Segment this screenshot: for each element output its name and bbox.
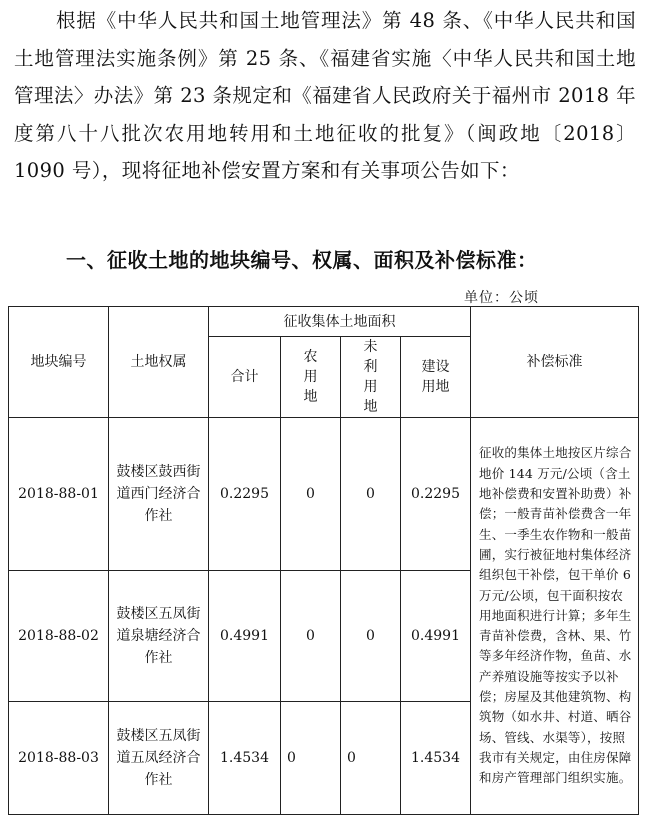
standard-cell: 征收的集体土地按区片综合地价 144 万元/公顷（含土地补偿费和安置补助费）补偿；一般青苗补偿费含一年生、一季生农作物和一般苗圃，实行被征地村集体经济组织包干补偿，包干单价 6 万元/公顷，包干面积按农用地面积进行计算；多年生青苗补偿费，含林、果、竹等多年经济作物，鱼苗、水产养殖设施等按实予以补偿；房屋及其他建筑物、构筑物（如水井、村道、晒谷场、管线、水渠等），按照我市有关规定，由住房保障和房产管理部门组织实施。 — [471, 418, 639, 815]
total-cell: 0.2295 — [209, 418, 281, 571]
header-agri: 农用地 — [281, 337, 341, 418]
header-standard: 补偿标准 — [471, 307, 639, 418]
header-plot-no: 地块编号 — [9, 307, 109, 418]
plot-no-cell: 2018-88-02 — [9, 571, 109, 702]
table-header-row — [9, 307, 639, 337]
ownership-cell: 鼓楼区五凤街道五凤经济合作社 — [109, 702, 209, 815]
total-cell: 0.4991 — [209, 571, 281, 702]
unit-label: 单位：公顷 — [464, 290, 539, 306]
header-area-group: 征收集体土地面积 — [209, 307, 471, 337]
header-ownership: 土地权属 — [109, 307, 209, 418]
agri-cell: 0 — [281, 571, 341, 702]
unused-cell: 0 — [341, 418, 401, 571]
intro-paragraph: 根据《中华人民共和国土地管理法》第 48 条、《中华人民共和国土地管理法实施条例》第 25 条、《福建省实施〈中华人民共和国土地管理法〉办法》第 23 条规定和《福建省人民政府关于福州市 2018 年度第八十八批次农用地转用和土地征收的批复》（闽政地〔2018〕1090 号），现将征地补偿安置方案和有关事项公告如下： — [14, 9, 636, 182]
agri-cell: 0 — [281, 702, 341, 815]
header-construction: 建设用地 — [401, 337, 471, 418]
header-total: 合计 — [209, 337, 281, 418]
agri-cell: 0 — [281, 418, 341, 571]
plot-no-cell: 2018-88-01 — [9, 418, 109, 571]
ownership-cell: 鼓楼区五凤街道泉塘经济合作社 — [109, 571, 209, 702]
section-title: 一、征收土地的地块编号、权属、面积及补偿标准： — [66, 248, 538, 272]
construction-cell: 0.4991 — [401, 571, 471, 702]
construction-cell: 0.2295 — [401, 418, 471, 571]
unused-cell: 0 — [341, 571, 401, 702]
construction-cell: 1.4534 — [401, 702, 471, 815]
header-unused: 未利用地 — [341, 337, 401, 418]
land-table — [8, 306, 639, 815]
total-cell: 1.4534 — [209, 702, 281, 815]
table-row — [9, 418, 639, 571]
ownership-cell: 鼓楼区鼓西街道西门经济合作社 — [109, 418, 209, 571]
unused-cell: 0 — [341, 702, 401, 815]
plot-no-cell: 2018-88-03 — [9, 702, 109, 815]
